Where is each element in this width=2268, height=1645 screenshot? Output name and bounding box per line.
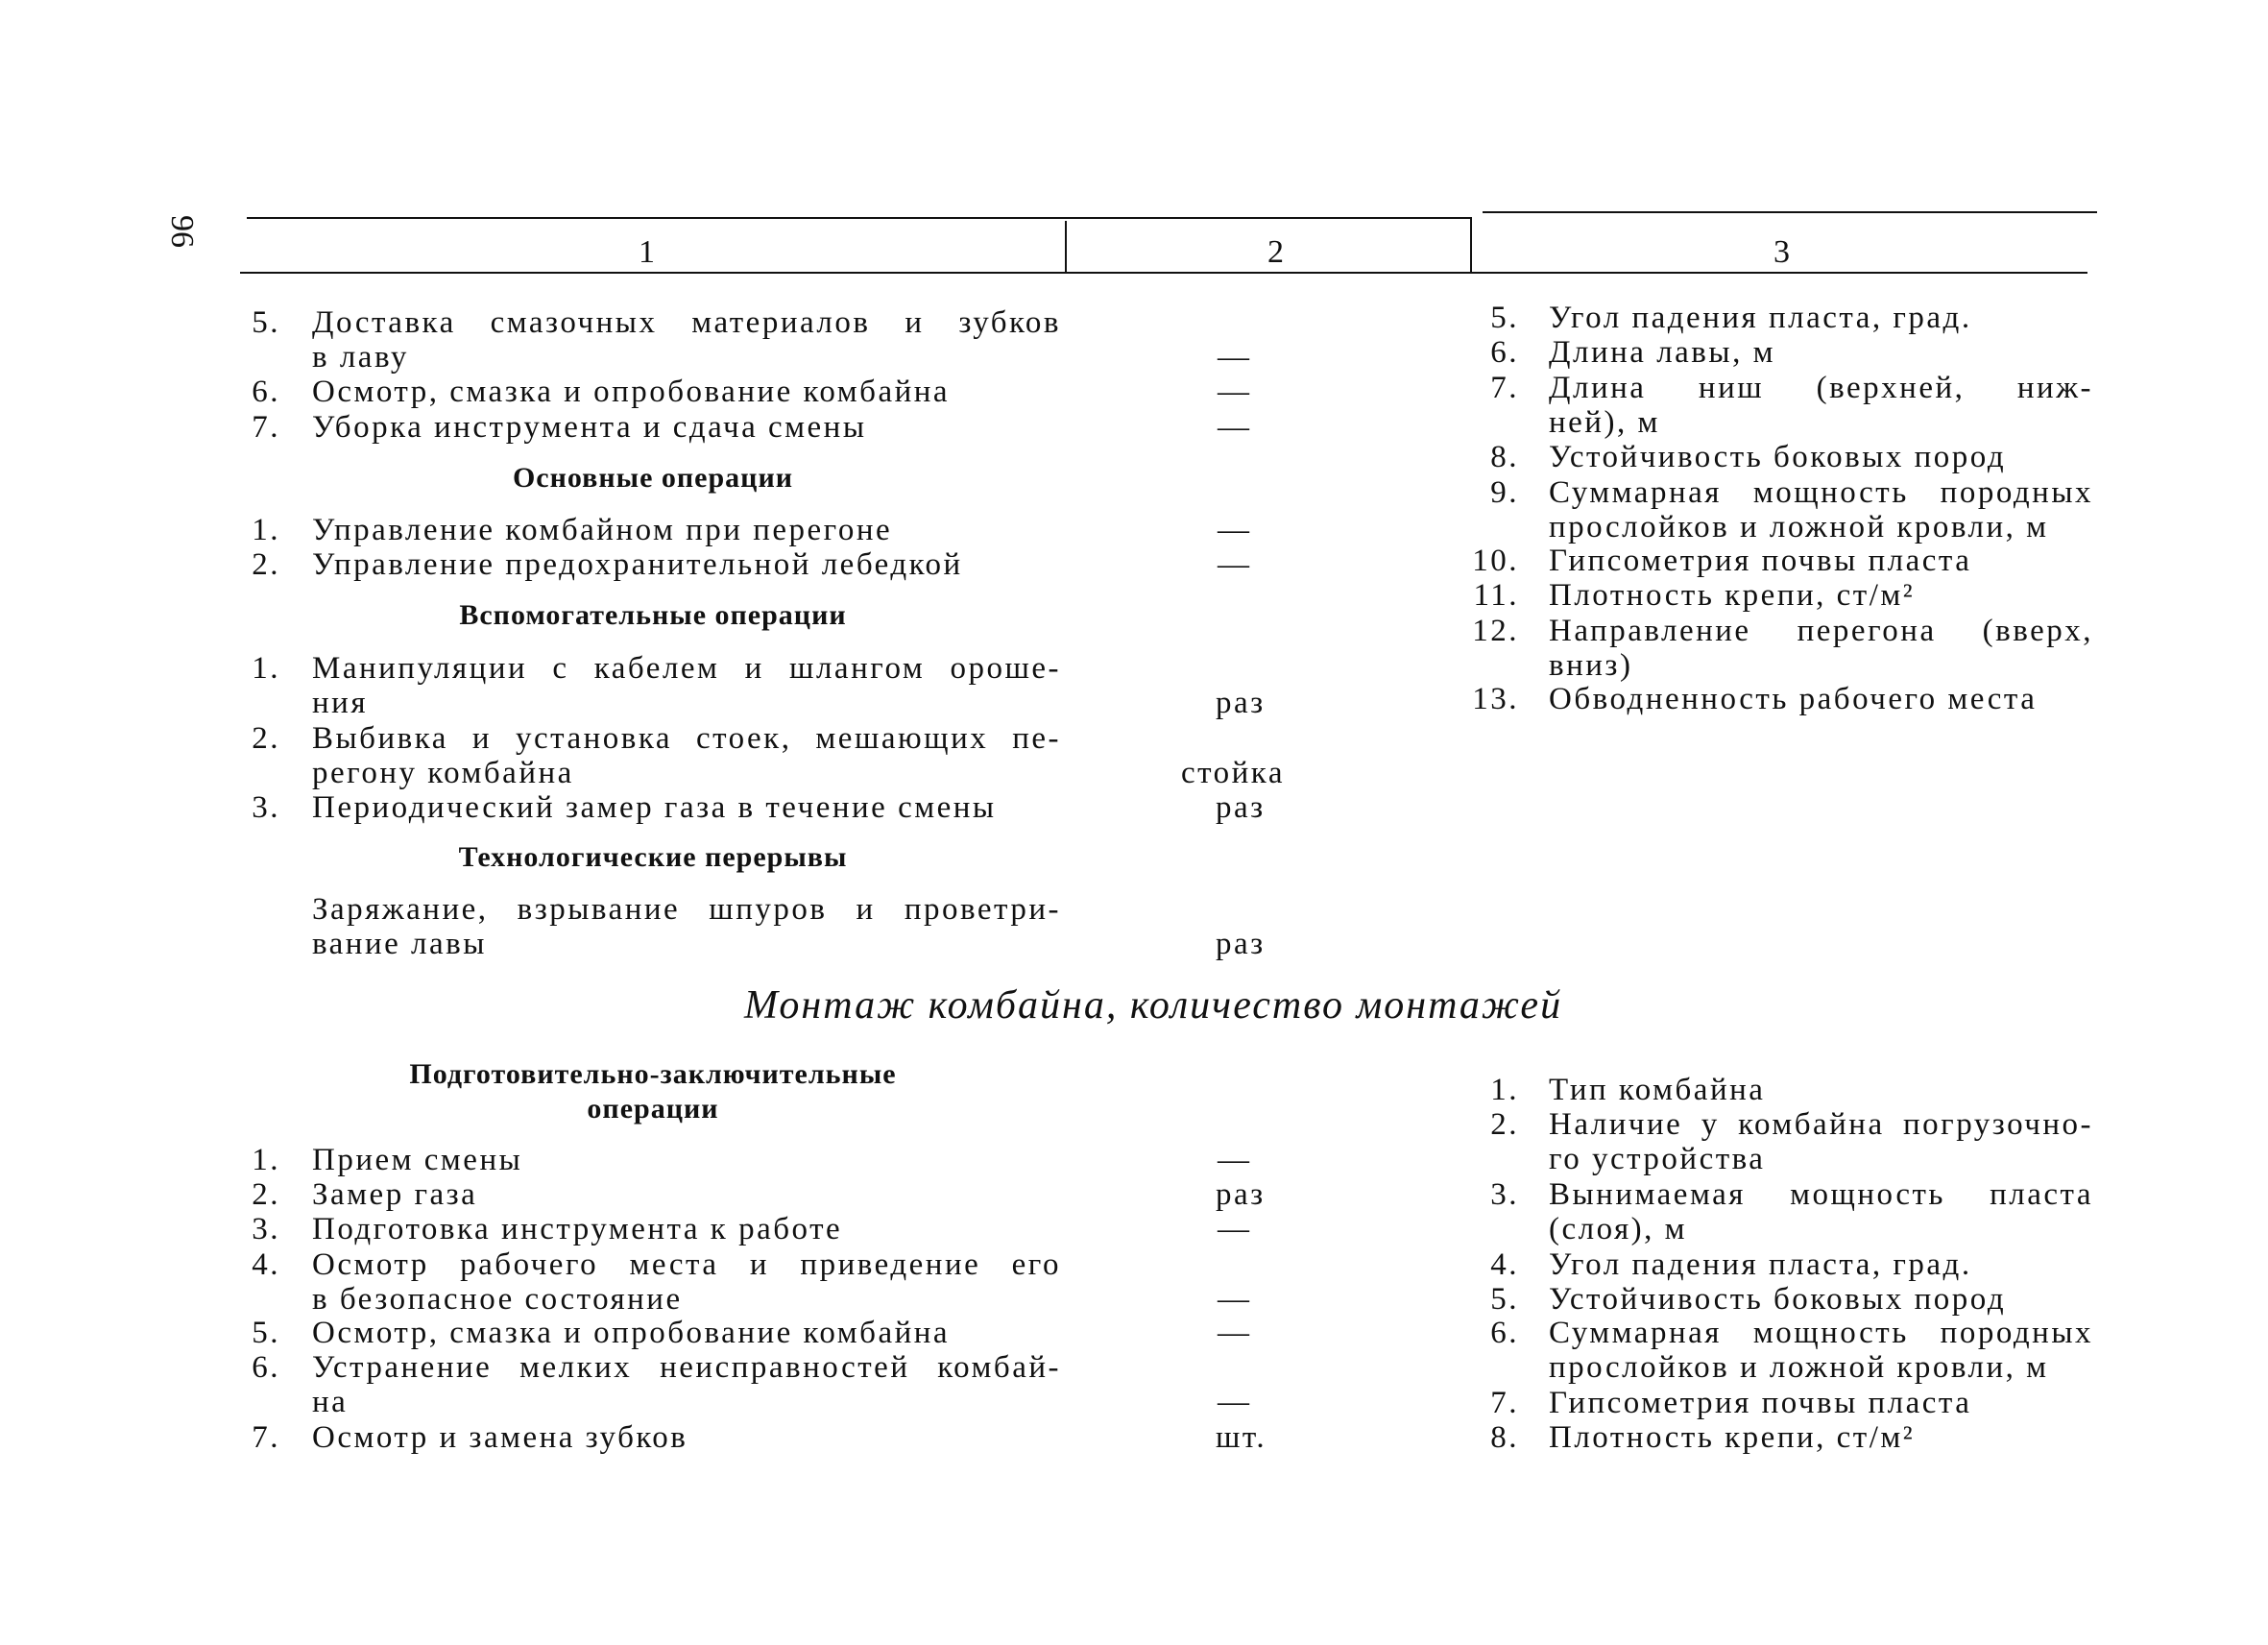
item-text: Гипсометрия почвы пласта xyxy=(1549,1386,1972,1420)
item-number: 3. xyxy=(1490,1177,1519,1212)
item-text: (слоя), м xyxy=(1549,1212,1688,1246)
item-number: 1. xyxy=(252,651,280,686)
unit-value: — xyxy=(1218,1282,1252,1317)
item-number: 3. xyxy=(252,1212,280,1246)
section-heading: Вспомогательные операции xyxy=(459,599,847,631)
unit-value: — xyxy=(1218,375,1252,409)
item-text: Устранение мелких неисправностей комбай- xyxy=(312,1350,1061,1385)
item-text: ней), м xyxy=(1549,405,1660,440)
item-text: прослойков и ложной кровли, м xyxy=(1549,1350,2049,1385)
item-text: ния xyxy=(312,686,368,720)
item-text: Тип комбайна xyxy=(1549,1073,1766,1107)
unit-value: — xyxy=(1218,1316,1252,1350)
table-header-rule xyxy=(240,272,2087,274)
item-number: 4. xyxy=(1490,1247,1519,1282)
item-number: 1. xyxy=(252,1143,280,1177)
unit-value: — xyxy=(1218,410,1252,445)
unit-value: раз xyxy=(1216,790,1266,825)
table-top-rule xyxy=(247,217,1471,219)
item-number: 2. xyxy=(252,547,280,582)
unit-value: раз xyxy=(1216,686,1266,720)
item-text: Осмотр и замена зубков xyxy=(312,1420,688,1455)
item-number: 7. xyxy=(1490,1386,1519,1420)
item-text: Осмотр, смазка и опробование комбайна xyxy=(312,1316,951,1350)
item-number: 7. xyxy=(252,410,280,445)
item-text: Замер газа xyxy=(312,1177,478,1212)
section-title: Монтаж комбайна, количество монтажей xyxy=(744,983,1563,1028)
item-number: 2. xyxy=(1490,1107,1519,1142)
item-number: 5. xyxy=(1490,1282,1519,1317)
item-text: Управление комбайном при перегоне xyxy=(312,513,893,547)
item-number: 10. xyxy=(1472,544,1519,578)
item-text: Заряжание, взрывание шпуров и проветри- xyxy=(312,892,1061,927)
item-text: вание лавы xyxy=(312,927,487,961)
item-text: Гипсометрия почвы пласта xyxy=(1549,544,1972,578)
item-number: 3. xyxy=(252,790,280,825)
column-divider xyxy=(1065,221,1067,273)
item-text: регону комбайна xyxy=(312,756,574,790)
item-text: Устойчивость боковых пород xyxy=(1549,1282,2007,1317)
item-number: 5. xyxy=(252,305,280,340)
item-text: Суммарная мощность породных xyxy=(1549,1316,2093,1350)
unit-value: стойка xyxy=(1181,756,1285,790)
section-heading: Технологические перерывы xyxy=(458,841,848,873)
item-number: 9. xyxy=(1490,475,1519,510)
item-text: на xyxy=(312,1385,349,1419)
section-heading: Подготовительно-заключительные xyxy=(409,1058,897,1090)
unit-value: раз xyxy=(1216,1177,1266,1212)
item-number: 8. xyxy=(1490,1420,1519,1455)
item-number: 5. xyxy=(252,1316,280,1350)
item-number: 6. xyxy=(1490,335,1519,370)
column-divider xyxy=(1470,217,1472,273)
column-header-1: 1 xyxy=(639,234,655,270)
item-text: Обводненность рабочего места xyxy=(1549,682,2038,716)
item-number: 6. xyxy=(252,1350,280,1385)
item-text: вниз) xyxy=(1549,648,1633,683)
item-number: 6. xyxy=(252,375,280,409)
item-text: Периодический замер газа в течение смены xyxy=(312,790,997,825)
unit-value: раз xyxy=(1216,927,1266,961)
item-number: 1. xyxy=(1490,1073,1519,1107)
unit-value: — xyxy=(1218,547,1252,582)
item-text: Длина лавы, м xyxy=(1549,335,1775,370)
item-number: 7. xyxy=(252,1420,280,1455)
unit-value: — xyxy=(1218,340,1252,375)
unit-value: — xyxy=(1218,1212,1252,1246)
item-text: го устройства xyxy=(1549,1142,1766,1176)
item-text: Длина ниш (верхней, ниж- xyxy=(1549,371,2093,405)
item-number: 6. xyxy=(1490,1316,1519,1350)
item-number: 1. xyxy=(252,513,280,547)
item-text: Осмотр рабочего места и приведение его xyxy=(312,1247,1061,1282)
item-text: Вынимаемая мощность пласта xyxy=(1549,1177,2093,1212)
item-text: Манипуляции с кабелем и шлангом ороше- xyxy=(312,651,1061,686)
item-text: Прием смены xyxy=(312,1143,523,1177)
unit-value: — xyxy=(1218,1385,1252,1419)
item-number: 5. xyxy=(1490,301,1519,335)
item-text: Доставка смазочных материалов и зубков xyxy=(312,305,1061,340)
item-text: Выбивка и установка стоек, мешающих пе- xyxy=(312,721,1061,756)
item-text: Уборка инструмента и сдача смены xyxy=(312,410,867,445)
section-heading: Основные операции xyxy=(512,462,794,494)
item-text: Подготовка инструмента к работе xyxy=(312,1212,843,1246)
item-text: в безопасное состояние xyxy=(312,1282,683,1317)
item-number: 8. xyxy=(1490,440,1519,474)
item-text: Плотность крепи, ст/м² xyxy=(1549,1420,1916,1455)
item-text: Плотность крепи, ст/м² xyxy=(1549,578,1916,613)
item-number: 4. xyxy=(252,1247,280,1282)
unit-value: — xyxy=(1218,513,1252,547)
item-text: Устойчивость боковых пород xyxy=(1549,440,2007,474)
item-text: Угол падения пласта, град. xyxy=(1549,301,1972,335)
item-text: в лаву xyxy=(312,340,409,375)
unit-value: шт. xyxy=(1216,1420,1267,1455)
item-text: Направление перегона (вверх, xyxy=(1549,614,2093,648)
item-number: 7. xyxy=(1490,371,1519,405)
item-number: 2. xyxy=(252,721,280,756)
item-text: Наличие у комбайна погрузочно- xyxy=(1549,1107,2093,1142)
column-header-2: 2 xyxy=(1267,234,1284,270)
item-number: 13. xyxy=(1472,682,1519,716)
section-heading: операции xyxy=(587,1093,719,1125)
unit-value: — xyxy=(1218,1143,1252,1177)
item-text: Угол падения пласта, град. xyxy=(1549,1247,1972,1282)
item-number: 11. xyxy=(1473,578,1519,613)
table-top-rule xyxy=(1483,211,2097,213)
item-text: Суммарная мощность породных xyxy=(1549,475,2093,510)
item-text: Осмотр, смазка и опробование комбайна xyxy=(312,375,951,409)
item-number: 2. xyxy=(252,1177,280,1212)
page-number: 96 xyxy=(164,215,200,248)
item-text: Управление предохранительной лебедкой xyxy=(312,547,963,582)
item-text: прослойков и ложной кровли, м xyxy=(1549,510,2049,544)
column-header-3: 3 xyxy=(1773,234,1790,270)
item-number: 12. xyxy=(1472,614,1519,648)
